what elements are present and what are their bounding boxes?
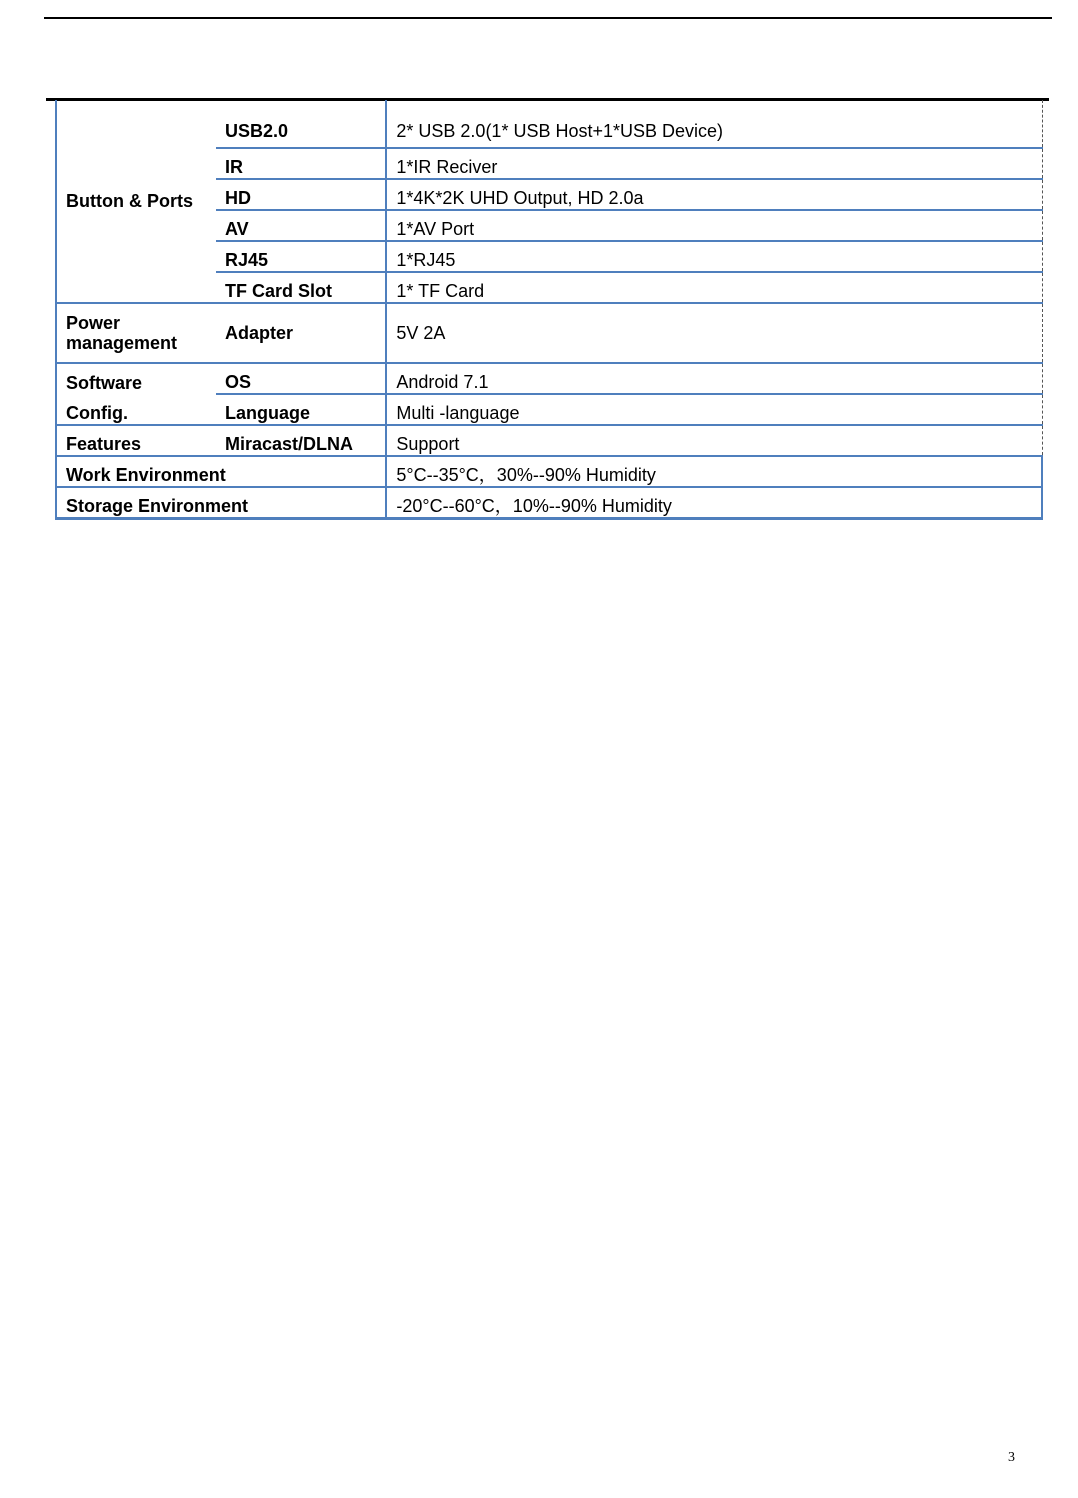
row-value: 1*IR Reciver (386, 148, 1042, 179)
row-item: TF Card Slot (216, 272, 386, 303)
row-item: AV (216, 210, 386, 241)
table-row (56, 487, 1042, 518)
group-label-software-line2: Config. (56, 394, 216, 425)
spec-table-container (55, 100, 1043, 520)
storage-environment-label: Storage Environment (56, 487, 386, 518)
table-row (56, 303, 1042, 363)
table-row (56, 363, 1042, 394)
group-label-power (56, 303, 216, 363)
row-item: RJ45 (216, 241, 386, 272)
row-item: HD (216, 179, 386, 210)
row-value: 2* USB 2.0(1* USB Host+1*USB Device) (386, 100, 1042, 148)
storage-environment-value: -20°C--60°C，10%--90% Humidity (386, 487, 1042, 518)
row-item: Language (216, 394, 386, 425)
row-item: Adapter (216, 303, 386, 363)
table-row (56, 394, 1042, 425)
row-value: 1*4K*2K UHD Output, HD 2.0a (386, 179, 1042, 210)
spec-table (55, 100, 1043, 520)
table-row (56, 425, 1042, 456)
row-item: IR (216, 148, 386, 179)
table-row (56, 100, 1042, 148)
group-label-features: Features (56, 425, 216, 456)
group-label-button-ports: Button & Ports (56, 100, 216, 303)
row-value: 1*RJ45 (386, 241, 1042, 272)
work-environment-value: 5°C--35°C，30%--90% Humidity (386, 456, 1042, 487)
header-rule (44, 17, 1052, 19)
row-value: Android 7.1 (386, 363, 1042, 394)
row-item: OS (216, 363, 386, 394)
group-label-line: Power (66, 313, 121, 333)
table-row (56, 456, 1042, 487)
group-label-software-line1: Software (56, 363, 216, 394)
row-value: 1*AV Port (386, 210, 1042, 241)
page-number: 3 (1008, 1450, 1015, 1465)
row-value: Multi -language (386, 394, 1042, 425)
row-item: USB2.0 (216, 100, 386, 148)
work-environment-label: Work Environment (56, 456, 386, 487)
row-item: Miracast/DLNA (216, 425, 386, 456)
row-value: 1* TF Card (386, 272, 1042, 303)
group-label-line: management (66, 333, 178, 353)
row-value: 5V 2A (386, 303, 1042, 363)
row-value: Support (386, 425, 1042, 456)
